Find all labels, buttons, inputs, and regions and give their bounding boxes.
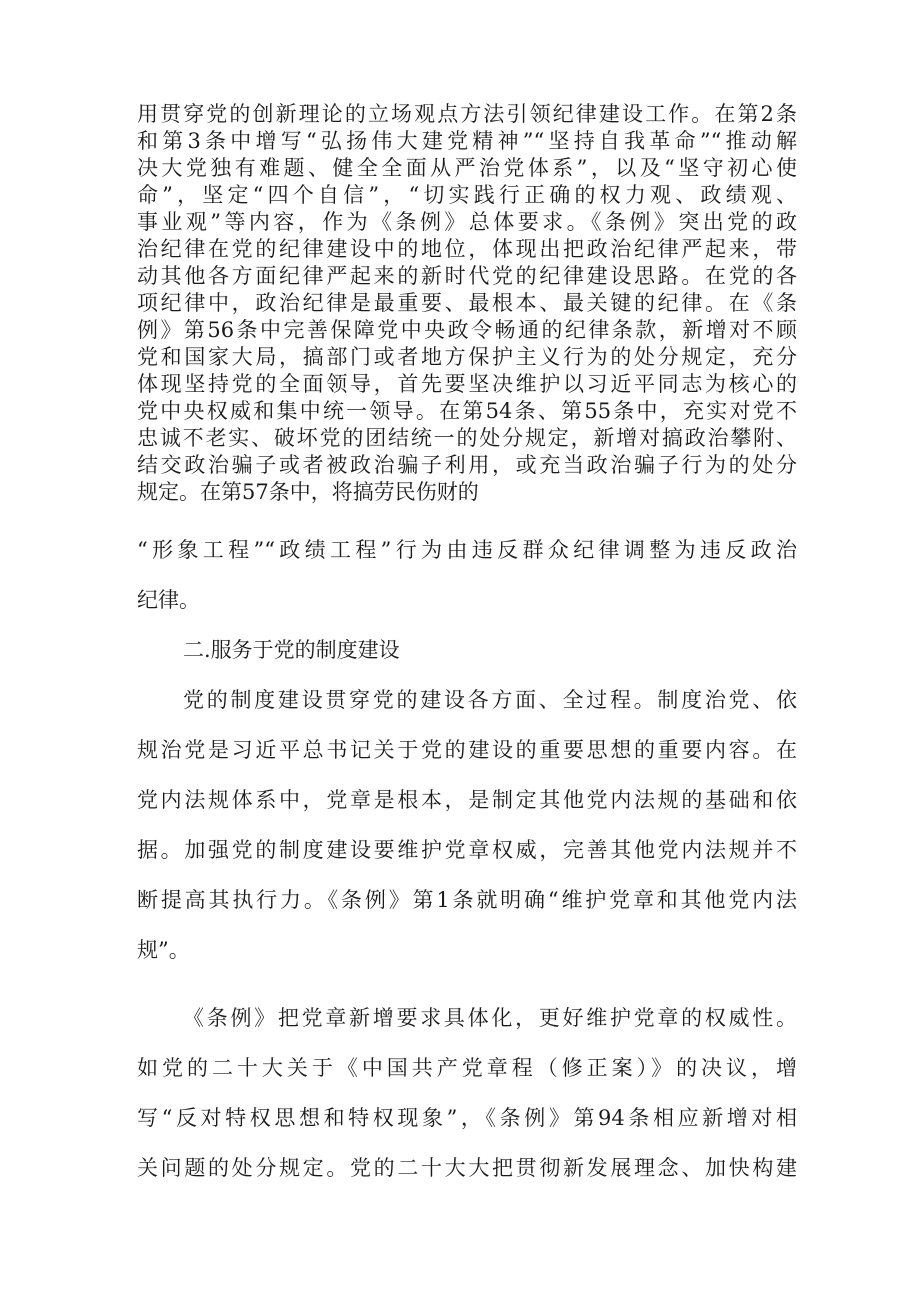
text-line: 体现坚持党的全面领导，首先要坚决维护以习近平同志为核心的 [137,372,797,396]
text-line: 忠诚不老实、破坏党的团结统一的处分规定，新增对搞政治攀附、 [137,426,797,450]
text-line: “形象工程”“政绩工程”行为由违反群众纪律调整为违反政治 [137,538,797,562]
text-line: 命”，坚定“四个自信”，“切实践行正确的权力观、政绩观、 [137,183,797,207]
text-line: 如党的二十大关于《中国共产党章程（修正案）》的决议，增 [137,1056,797,1080]
text-line: 用贯穿党的创新理论的立场观点方法引领纪律建设工作。在第2条 [137,102,797,126]
text-line: 断提高其执行力。《条例》第1条就明确“维护党章和其他党内法 [137,888,797,912]
text-line: 治纪律在党的纪律建设中的地位，体现出把政治纪律严起来，带 [137,237,797,261]
text-line: 纪律。 [137,588,200,612]
text-line: 党中央权威和集中统一领导。在第54条、第55条中，充实对党不 [137,399,797,423]
text-line: 决大党独有难题、健全全面从严治党体系”，以及“坚守初心使 [137,156,797,180]
text-line: 规定。在第57条中，将搞劳民伤财的 [137,480,479,504]
text-line: 党内法规体系中，党章是根本，是制定其他党内法规的基础和依 [137,788,797,812]
text-line: 和第3条中增写“弘扬伟大建党精神”“坚持自我革命”“推动解 [137,129,797,153]
text-line: 例》第56条中完善保障党中央政令畅通的纪律条款，新增对不顾 [137,318,797,342]
text-line: 规治党是习近平总书记关于党的建设的重要思想的重要内容。在 [137,738,797,762]
text-line: 党的制度建设贯穿党的建设各方面、全过程。制度治党、依 [183,688,797,712]
text-line: 规”。 [137,938,190,962]
text-line: 写“反对特权思想和特权现象”，《条例》第94条相应新增对相 [137,1106,797,1130]
section-heading: 二.服务于党的制度建设 [183,638,400,662]
text-line: 党和国家大局，搞部门或者地方保护主义行为的处分规定，充分 [137,345,797,369]
text-line: 据。加强党的制度建设要维护党章权威，完善其他党内法规并不 [137,838,797,862]
text-line: 关问题的处分规定。党的二十大大把贯彻新发展理念、加快构建 [137,1156,797,1180]
text-line: 动其他各方面纪律严起来的新时代党的纪律建设思路。在党的各 [137,264,797,288]
text-line: 《条例》把党章新增要求具体化，更好维护党章的权威性。 [183,1006,797,1030]
text-line: 项纪律中，政治纪律是最重要、最根本、最关键的纪律。在《条 [137,291,797,315]
text-line: 结交政治骗子或者被政治骗子利用，或充当政治骗子行为的处分 [137,453,797,477]
text-line: 事业观”等内容，作为《条例》总体要求。《条例》突出党的政 [137,210,797,234]
